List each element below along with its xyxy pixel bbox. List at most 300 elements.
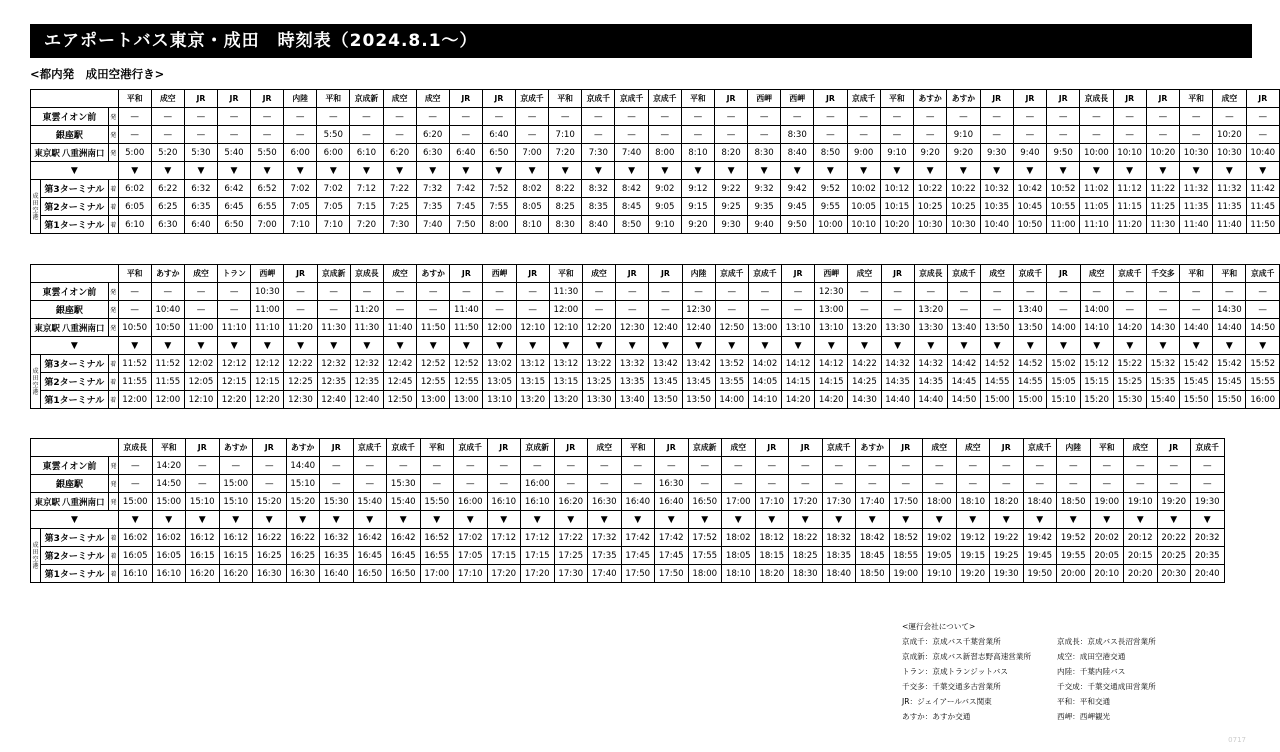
time-cell: 15:45	[1213, 373, 1246, 391]
arrow-cell: ▼	[714, 162, 747, 180]
terminal-word: ターミナル	[59, 570, 105, 580]
operator-cell: JR	[284, 265, 317, 283]
time-cell: 10:32	[980, 180, 1013, 198]
stop-name-tokyo	[31, 319, 109, 337]
operator-cell: JR	[1013, 90, 1046, 108]
departure-row-ginza	[31, 301, 1280, 319]
time-cell: —	[681, 108, 714, 126]
time-cell: 14:35	[914, 373, 947, 391]
time-cell: 9:30	[714, 216, 747, 234]
time-cell: 15:45	[1180, 373, 1213, 391]
operator-cell: JR	[616, 265, 649, 283]
time-cell: 13:40	[1014, 301, 1047, 319]
time-cell: 6:40	[482, 126, 515, 144]
time-cell: —	[119, 457, 153, 475]
arrow-cell: ▼	[217, 162, 250, 180]
departure-mark: 発	[109, 475, 119, 493]
time-cell: 12:32	[350, 355, 383, 373]
time-cell: —	[615, 126, 648, 144]
operator-cell: 平和	[549, 90, 582, 108]
arrow-cell: ▼	[715, 337, 748, 355]
time-cell: —	[947, 283, 980, 301]
time-cell: 12:02	[184, 355, 217, 373]
time-cell: 7:02	[284, 180, 317, 198]
time-cell: 12:15	[251, 373, 284, 391]
arrow-cell: ▼	[956, 511, 990, 529]
arrow-cell: ▼	[487, 511, 521, 529]
operator-cell: 京成長	[914, 265, 947, 283]
departure-mark: 発	[108, 301, 118, 319]
time-cell: —	[1180, 108, 1213, 126]
time-cell: —	[681, 126, 714, 144]
time-cell: —	[1080, 126, 1113, 144]
time-cell: 5:20	[151, 144, 184, 162]
time-cell: 10:35	[980, 198, 1013, 216]
time-cell: —	[1180, 301, 1213, 319]
time-cell: 16:32	[320, 529, 354, 547]
time-cell: 17:42	[655, 529, 689, 547]
arrow-cell: ▼	[350, 162, 383, 180]
legend-entry: 千交成：千葉交通成田営業所	[1057, 682, 1156, 691]
time-cell: 11:52	[151, 355, 184, 373]
time-cell: 19:02	[923, 529, 957, 547]
time-cell: 13:40	[947, 319, 980, 337]
operator-cell: JR	[789, 439, 823, 457]
time-cell: 17:42	[621, 529, 655, 547]
time-cell: 16:30	[588, 493, 622, 511]
time-cell: 20:05	[1090, 547, 1124, 565]
time-cell: 7:22	[383, 180, 416, 198]
operator-cell: JR	[186, 439, 220, 457]
time-cell: —	[914, 126, 947, 144]
operator-cell: JR	[1047, 90, 1080, 108]
departure-row-tokyo	[31, 319, 1280, 337]
time-cell: 13:15	[549, 373, 582, 391]
arrow-cell: ▼	[1057, 511, 1091, 529]
time-cell: 19:10	[923, 565, 957, 583]
time-cell: —	[714, 126, 747, 144]
time-cell: 6:20	[383, 144, 416, 162]
arrow-cell: ▼	[822, 511, 856, 529]
time-cell: 12:15	[218, 373, 251, 391]
time-cell: 14:00	[1080, 301, 1113, 319]
time-cell: 16:10	[152, 565, 186, 583]
arrow-cell: ▼	[1047, 162, 1080, 180]
time-cell: 10:10	[1113, 144, 1146, 162]
time-cell: 8:45	[615, 198, 648, 216]
arrow-cell: ▼	[184, 162, 217, 180]
time-cell: —	[856, 475, 890, 493]
operator-cell: JR	[217, 90, 250, 108]
time-cell: 17:50	[621, 565, 655, 583]
time-cell: —	[880, 126, 913, 144]
time-cell: 16:35	[320, 547, 354, 565]
page-code: 0717	[1228, 736, 1246, 744]
time-cell: 7:32	[416, 180, 449, 198]
time-cell: —	[715, 301, 748, 319]
time-cell: 12:10	[184, 391, 217, 409]
time-cell: 6:55	[251, 198, 284, 216]
time-cell: —	[1191, 475, 1225, 493]
operator-cell: 平和	[118, 265, 151, 283]
time-cell: 6:40	[449, 144, 482, 162]
arrow-cell: ▼	[990, 511, 1024, 529]
time-cell: 17:32	[588, 529, 622, 547]
time-cell: 12:42	[383, 355, 416, 373]
operator-cell: 平和	[621, 439, 655, 457]
time-cell: 10:30	[1213, 144, 1246, 162]
time-cell: 9:10	[947, 126, 980, 144]
stop-sublabel: 八重洲南口	[61, 323, 105, 334]
operator-cell: 西岬	[251, 265, 284, 283]
time-cell: 16:10	[119, 565, 153, 583]
time-cell: 7:50	[449, 216, 482, 234]
time-cell: 14:40	[286, 457, 320, 475]
time-cell: —	[151, 108, 184, 126]
time-cell: 13:00	[815, 301, 848, 319]
time-cell: 7:00	[251, 216, 284, 234]
time-cell: —	[782, 283, 815, 301]
time-cell: 12:12	[218, 355, 251, 373]
time-cell: 8:00	[482, 216, 515, 234]
time-cell: 13:50	[981, 319, 1014, 337]
time-cell: 19:10	[1124, 493, 1158, 511]
stop-name-higashikumo	[31, 457, 109, 475]
time-cell: —	[1246, 301, 1280, 319]
time-cell: 13:15	[516, 373, 549, 391]
time-cell: —	[748, 283, 781, 301]
time-cell: —	[588, 475, 622, 493]
time-cell: 10:00	[1080, 144, 1113, 162]
arrow-cell: ▼	[755, 511, 789, 529]
time-cell: —	[714, 108, 747, 126]
arrow-cell: ▼	[286, 511, 320, 529]
time-cell: —	[1090, 475, 1124, 493]
terminal-name-t1	[40, 216, 108, 234]
departure-row-tokyo	[31, 493, 1225, 511]
time-cell: —	[648, 126, 681, 144]
operator-cell: JR	[450, 265, 483, 283]
operator-cell: 京成千	[822, 439, 856, 457]
time-cell: 17:22	[554, 529, 588, 547]
time-cell: —	[217, 126, 250, 144]
arrow-cell: ▼	[889, 511, 923, 529]
time-cell: 10:20	[1213, 126, 1246, 144]
operator-cell: 成空	[184, 265, 217, 283]
time-cell: 19:25	[990, 547, 1024, 565]
stop-name-higashikumo	[31, 283, 109, 301]
time-cell: 16:30	[286, 565, 320, 583]
time-cell: —	[483, 283, 516, 301]
time-cell: 14:35	[881, 373, 914, 391]
airport-char: 成	[32, 192, 39, 200]
terminal-number: 第1	[44, 570, 60, 580]
time-cell: —	[881, 283, 914, 301]
time-cell: 18:40	[1023, 493, 1057, 511]
time-cell: 10:05	[847, 198, 880, 216]
time-cell: 8:30	[748, 144, 781, 162]
time-cell: 12:40	[350, 391, 383, 409]
arrival-row-t3	[31, 355, 1280, 373]
operator-cell: 京成新	[317, 265, 350, 283]
time-cell: 18:52	[889, 529, 923, 547]
arrow-cell: ▼	[454, 511, 488, 529]
stop-label: 銀座駅	[55, 131, 83, 141]
time-cell: 8:42	[615, 180, 648, 198]
time-cell: —	[454, 475, 488, 493]
arrow-cell: ▼	[980, 162, 1013, 180]
time-cell: 10:15	[880, 198, 913, 216]
arrow-cell: ▼	[31, 162, 119, 180]
time-cell: 7:20	[549, 144, 582, 162]
time-cell: 15:00	[981, 391, 1014, 409]
legend-row	[902, 664, 1156, 679]
time-cell: 9:55	[814, 198, 847, 216]
arrow-cell: ▼	[251, 337, 284, 355]
time-cell: —	[722, 475, 756, 493]
time-cell: 9:10	[648, 216, 681, 234]
stop-label: 東雲イオン前	[42, 288, 97, 298]
arrow-cell: ▼	[119, 511, 153, 529]
time-cell: 16:00	[521, 475, 555, 493]
time-cell: —	[118, 126, 151, 144]
time-cell: 6:10	[118, 216, 151, 234]
time-cell: 17:20	[789, 493, 823, 511]
arrow-cell: ▼	[981, 337, 1014, 355]
time-cell: —	[1246, 108, 1279, 126]
time-cell: —	[956, 457, 990, 475]
arrow-cell: ▼	[549, 162, 582, 180]
time-cell: 16:22	[253, 529, 287, 547]
time-cell: 14:55	[981, 373, 1014, 391]
time-cell: 12:52	[417, 355, 450, 373]
time-cell: 15:20	[253, 493, 287, 511]
time-cell: 18:12	[755, 529, 789, 547]
time-cell: 11:35	[1180, 198, 1213, 216]
operator-cell: あすか	[417, 265, 450, 283]
operator-cell: あすか	[914, 90, 947, 108]
time-cell: —	[956, 475, 990, 493]
time-cell: —	[184, 108, 217, 126]
time-cell: 7:02	[317, 180, 350, 198]
time-cell: —	[350, 283, 383, 301]
time-cell: 12:55	[450, 373, 483, 391]
time-cell: —	[1124, 475, 1158, 493]
time-cell: 12:40	[649, 319, 682, 337]
time-cell: 6:05	[118, 198, 151, 216]
time-cell: 13:32	[616, 355, 649, 373]
time-cell: 5:50	[317, 126, 350, 144]
time-cell: —	[722, 457, 756, 475]
arrow-cell: ▼	[582, 337, 615, 355]
legend-row	[902, 679, 1156, 694]
arrow-cell: ▼	[151, 162, 184, 180]
time-cell: —	[383, 108, 416, 126]
time-cell: —	[1047, 126, 1080, 144]
time-cell: —	[118, 283, 151, 301]
time-cell: 9:02	[648, 180, 681, 198]
timetable-block-3	[30, 438, 1225, 583]
arrow-cell: ▼	[848, 337, 881, 355]
time-cell: —	[1146, 301, 1179, 319]
time-cell: —	[1146, 108, 1179, 126]
legend-entry: 京成新：京成バス新習志野高速営業所	[902, 652, 1032, 661]
time-cell: 7:30	[383, 216, 416, 234]
time-cell: 14:20	[782, 391, 815, 409]
time-cell: 14:50	[947, 391, 980, 409]
time-cell: —	[616, 301, 649, 319]
arrival-row-t3	[31, 529, 1225, 547]
time-cell: 16:20	[554, 493, 588, 511]
arrow-cell: ▼	[353, 511, 387, 529]
time-cell: 9:52	[814, 180, 847, 198]
time-cell: —	[1113, 283, 1146, 301]
time-cell: —	[1090, 457, 1124, 475]
time-cell: 20:40	[1191, 565, 1225, 583]
time-cell: 5:40	[217, 144, 250, 162]
time-cell: 15:52	[1246, 355, 1280, 373]
operator-cell: 京成長	[350, 265, 383, 283]
time-cell: 17:15	[521, 547, 555, 565]
time-cell: —	[1113, 301, 1146, 319]
time-cell: 11:15	[1113, 198, 1146, 216]
time-cell: 14:52	[981, 355, 1014, 373]
time-cell: 19:20	[1157, 493, 1191, 511]
time-cell: —	[1047, 108, 1080, 126]
time-cell: 10:25	[947, 198, 980, 216]
stop-label: 東雲イオン前	[42, 113, 97, 123]
time-cell: 10:30	[914, 216, 947, 234]
time-cell: 5:00	[118, 144, 151, 162]
time-cell: 20:35	[1191, 547, 1225, 565]
time-cell: 14:40	[881, 391, 914, 409]
time-cell: 11:20	[1113, 216, 1146, 234]
time-cell: 7:10	[317, 216, 350, 234]
time-cell: 18:20	[990, 493, 1024, 511]
time-cell: 17:30	[822, 493, 856, 511]
time-cell: 15:30	[320, 493, 354, 511]
time-cell: 11:20	[284, 319, 317, 337]
departure-mark: 発	[109, 457, 119, 475]
time-cell: 11:30	[549, 283, 582, 301]
operator-cell: 西岬	[748, 90, 781, 108]
time-cell: 16:05	[152, 547, 186, 565]
operator-cell: 平和	[152, 439, 186, 457]
operator-cell: 京成千	[1191, 439, 1225, 457]
arrow-cell: ▼	[284, 162, 317, 180]
time-cell: 10:25	[914, 198, 947, 216]
time-cell: —	[417, 301, 450, 319]
time-cell: 11:42	[1246, 180, 1279, 198]
time-cell: 12:00	[118, 391, 151, 409]
time-cell: 7:05	[284, 198, 317, 216]
operator-cell: あすか	[856, 439, 890, 457]
time-cell: 9:20	[947, 144, 980, 162]
operator-cell: JR	[1146, 90, 1179, 108]
airport-char: 田	[32, 374, 39, 382]
time-cell: 19:30	[1191, 493, 1225, 511]
arrow-cell: ▼	[682, 337, 715, 355]
time-cell: —	[151, 283, 184, 301]
operator-cell: 成空	[981, 265, 1014, 283]
operator-legend	[902, 619, 1156, 724]
time-cell: 5:30	[184, 144, 217, 162]
operator-cell: JR	[554, 439, 588, 457]
terminal-word: ターミナル	[59, 203, 105, 213]
time-cell: 13:20	[516, 391, 549, 409]
time-cell: 18:10	[956, 493, 990, 511]
operator-cell: 成空	[588, 439, 622, 457]
airport-char: 港	[32, 562, 39, 570]
time-cell: —	[649, 301, 682, 319]
time-cell: —	[1113, 108, 1146, 126]
operator-cell: 京成新	[350, 90, 383, 108]
airport-char: 田	[32, 548, 39, 556]
arrival-mark: 着	[108, 355, 118, 373]
time-cell: 6:30	[151, 216, 184, 234]
time-cell: 12:52	[450, 355, 483, 373]
legend-title: <運行会社について>	[902, 622, 976, 631]
operator-cell: 平和	[549, 265, 582, 283]
terminal-number: 第2	[44, 203, 60, 213]
time-cell: 13:50	[682, 391, 715, 409]
time-cell: —	[755, 457, 789, 475]
departure-row-higashikumo	[31, 108, 1280, 126]
arrival-mark: 着	[109, 547, 119, 565]
arrow-cell: ▼	[549, 337, 582, 355]
time-cell: 14:25	[848, 373, 881, 391]
time-cell: 13:22	[582, 355, 615, 373]
time-cell: 16:10	[487, 493, 521, 511]
time-cell: 16:00	[1246, 391, 1280, 409]
time-cell: 8:30	[781, 126, 814, 144]
time-cell: 12:30	[616, 319, 649, 337]
time-cell: 10:12	[880, 180, 913, 198]
time-cell: —	[317, 108, 350, 126]
time-cell: —	[251, 108, 284, 126]
legend-entry: 京成長：京成バス長沼営業所	[1057, 637, 1156, 646]
time-cell: 16:25	[253, 547, 287, 565]
time-cell: 10:42	[1013, 180, 1046, 198]
time-cell: 12:35	[317, 373, 350, 391]
operator-cell: 京成千	[847, 90, 880, 108]
time-cell: —	[1246, 126, 1279, 144]
time-cell: 5:50	[251, 144, 284, 162]
time-cell: 18:00	[923, 493, 957, 511]
header-blank	[31, 439, 119, 457]
time-cell: —	[649, 283, 682, 301]
time-cell: —	[847, 126, 880, 144]
operator-cell: 成空	[151, 90, 184, 108]
time-cell: 9:30	[980, 144, 1013, 162]
time-cell: 15:40	[353, 493, 387, 511]
operator-cell: 京成長	[119, 439, 153, 457]
time-cell: —	[420, 457, 454, 475]
time-cell: —	[383, 126, 416, 144]
time-cell: 20:30	[1157, 565, 1191, 583]
airport-char: 成	[32, 367, 39, 375]
time-cell: 8:25	[549, 198, 582, 216]
time-cell: —	[383, 301, 416, 319]
time-cell: 15:10	[186, 493, 220, 511]
time-cell: —	[387, 457, 421, 475]
time-cell: 20:10	[1090, 565, 1124, 583]
stop-label: 東京駅	[34, 148, 60, 159]
operator-cell: 成空	[383, 90, 416, 108]
time-cell: 9:10	[880, 144, 913, 162]
time-cell: 9:32	[748, 180, 781, 198]
airport-label	[31, 355, 41, 409]
